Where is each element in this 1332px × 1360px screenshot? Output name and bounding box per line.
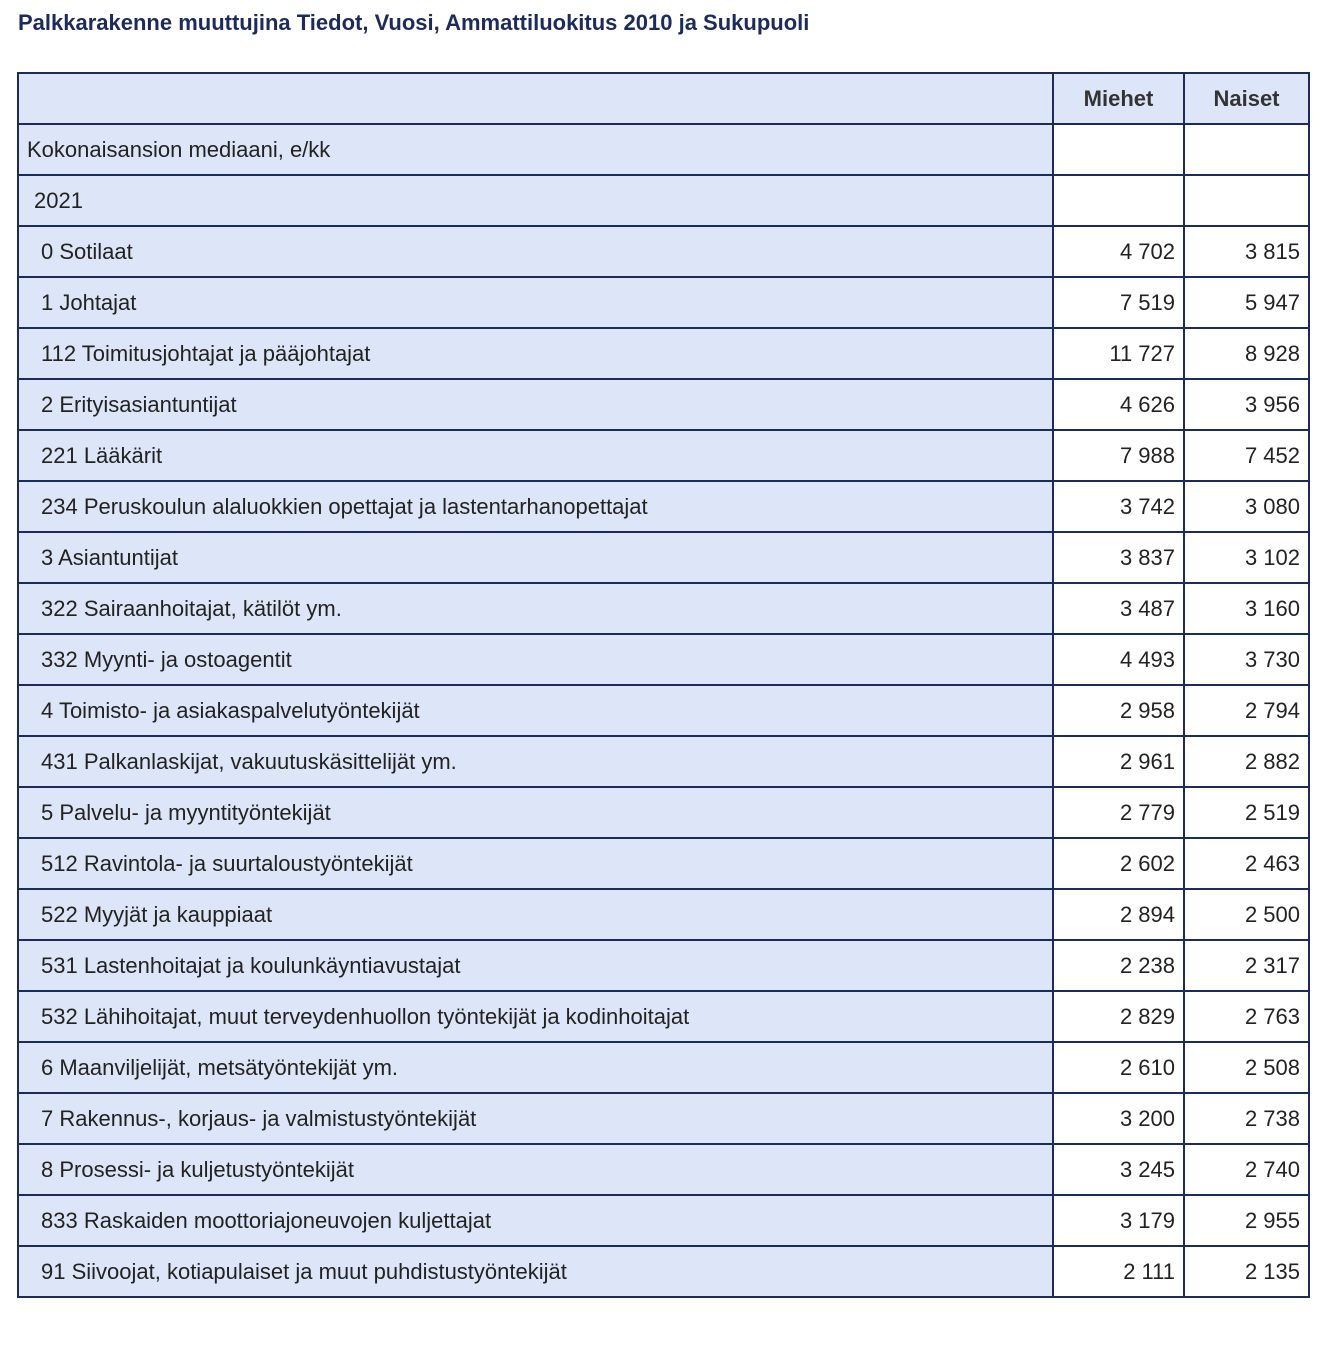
table-row [18,379,1309,430]
value-women: 2 794 [1184,685,1309,736]
value-women: 2 135 [1184,1246,1309,1297]
row-label: 112 Toimitusjohtajat ja pääjohtajat [18,328,1053,379]
value-women: 3 956 [1184,379,1309,430]
value-women: 3 160 [1184,583,1309,634]
value-women: 2 740 [1184,1144,1309,1195]
value-women: 8 928 [1184,328,1309,379]
empty-cell [1184,124,1309,175]
row-label: 4 Toimisto- ja asiakaspalvelutyöntekijät [18,685,1053,736]
page-title: Palkkarakenne muuttujina Tiedot, Vuosi, Ammattiluokitus 2010 ja Sukupuoli [18,10,810,35]
table-row [18,1246,1309,1297]
empty-cell [1184,175,1309,226]
value-men: 2 958 [1053,685,1184,736]
table-row [18,940,1309,991]
value-men: 3 245 [1053,1144,1184,1195]
table-row [18,787,1309,838]
row-label: 6 Maanviljelijät, metsätyöntekijät ym. [18,1042,1053,1093]
table-row [18,1195,1309,1246]
value-women: 2 955 [1184,1195,1309,1246]
data-table [17,72,1310,1298]
value-women: 5 947 [1184,277,1309,328]
row-label: 522 Myyjät ja kauppiaat [18,889,1053,940]
value-women: 2 317 [1184,940,1309,991]
row-label: 512 Ravintola- ja suurtaloustyöntekijät [18,838,1053,889]
value-men: 3 742 [1053,481,1184,532]
measure-row [18,124,1309,175]
empty-cell [1053,175,1184,226]
value-men: 3 837 [1053,532,1184,583]
table-row [18,430,1309,481]
value-women: 2 738 [1184,1093,1309,1144]
row-label: 431 Palkanlaskijat, vakuutuskäsittelijät ym. [18,736,1053,787]
table-row [18,736,1309,787]
value-men: 2 610 [1053,1042,1184,1093]
value-men: 3 487 [1053,583,1184,634]
measure-label: Kokonaisansion mediaani, e/kk [18,124,1053,175]
value-women: 3 102 [1184,532,1309,583]
table-row [18,991,1309,1042]
value-men: 4 626 [1053,379,1184,430]
empty-cell [1053,124,1184,175]
value-men: 2 238 [1053,940,1184,991]
table-row [18,277,1309,328]
value-women: 2 508 [1184,1042,1309,1093]
row-label: 322 Sairaanhoitajat, kätilöt ym. [18,583,1053,634]
table-row [18,1093,1309,1144]
column-header-women: Naiset [1184,73,1309,124]
value-men: 2 111 [1053,1246,1184,1297]
value-women: 2 763 [1184,991,1309,1042]
value-men: 2 961 [1053,736,1184,787]
row-label: 234 Peruskoulun alaluokkien opettajat ja lastentarhanopettajat [18,481,1053,532]
value-men: 11 727 [1053,328,1184,379]
table-row [18,226,1309,277]
row-label: 833 Raskaiden moottoriajoneuvojen kuljettajat [18,1195,1053,1246]
value-men: 2 779 [1053,787,1184,838]
value-women: 2 500 [1184,889,1309,940]
table-row [18,583,1309,634]
value-men: 2 894 [1053,889,1184,940]
row-label: 332 Myynti- ja ostoagentit [18,634,1053,685]
row-label: 8 Prosessi- ja kuljetustyöntekijät [18,1144,1053,1195]
row-label: 2 Erityisasiantuntijat [18,379,1053,430]
table-row [18,685,1309,736]
value-men: 7 988 [1053,430,1184,481]
corner-cell [18,73,1053,124]
value-men: 2 602 [1053,838,1184,889]
value-men: 7 519 [1053,277,1184,328]
row-label: 221 Lääkärit [18,430,1053,481]
row-label: 5 Palvelu- ja myyntityöntekijät [18,787,1053,838]
value-women: 3 730 [1184,634,1309,685]
table-row [18,838,1309,889]
value-women: 3 815 [1184,226,1309,277]
value-women: 2 882 [1184,736,1309,787]
value-men: 2 829 [1053,991,1184,1042]
table-row [18,889,1309,940]
year-row [18,175,1309,226]
value-men: 3 179 [1053,1195,1184,1246]
value-women: 3 080 [1184,481,1309,532]
year-label: 2021 [18,175,1053,226]
table-row [18,1042,1309,1093]
table-row [18,532,1309,583]
row-label: 91 Siivoojat, kotiapulaiset ja muut puhdistustyöntekijät [18,1246,1053,1297]
row-label: 1 Johtajat [18,277,1053,328]
value-women: 7 452 [1184,430,1309,481]
row-label: 3 Asiantuntijat [18,532,1053,583]
row-label: 0 Sotilaat [18,226,1053,277]
value-men: 4 702 [1053,226,1184,277]
value-men: 3 200 [1053,1093,1184,1144]
value-women: 2 463 [1184,838,1309,889]
row-label: 7 Rakennus-, korjaus- ja valmistustyöntekijät [18,1093,1053,1144]
table-row [18,1144,1309,1195]
column-header-men: Miehet [1053,73,1184,124]
table-row [18,481,1309,532]
row-label: 532 Lähihoitajat, muut terveydenhuollon työntekijät ja kodinhoitajat [18,991,1053,1042]
table-row [18,634,1309,685]
value-men: 4 493 [1053,634,1184,685]
header-row [18,73,1309,124]
table-row [18,328,1309,379]
row-label: 531 Lastenhoitajat ja koulunkäyntiavustajat [18,940,1053,991]
value-women: 2 519 [1184,787,1309,838]
